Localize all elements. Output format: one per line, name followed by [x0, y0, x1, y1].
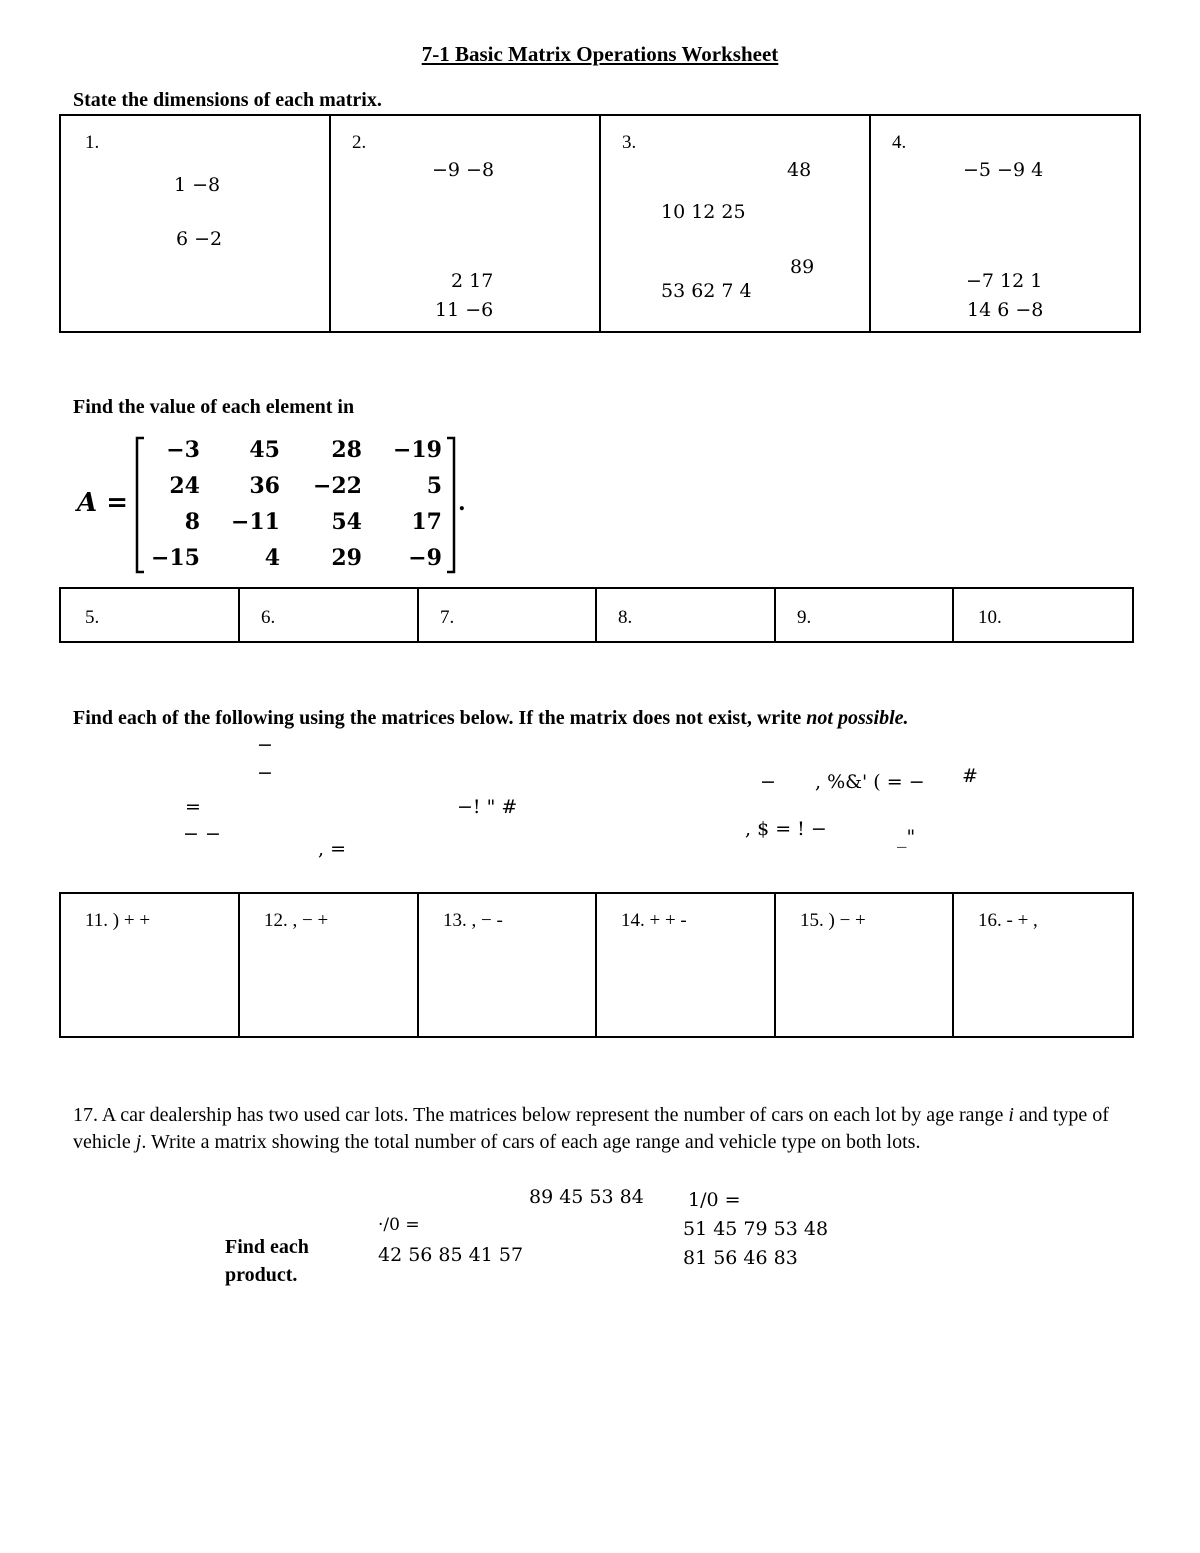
matrix-a-label: A = — [77, 488, 129, 518]
matrix-a-entry: −3 — [166, 437, 200, 463]
matrix-a-entry: 54 — [331, 509, 362, 535]
garbled-symbol: , = — [318, 838, 346, 860]
problem-number: 4. — [892, 132, 907, 153]
garbled-symbol: − − — [183, 823, 221, 845]
element-cell-6 — [239, 588, 418, 642]
matrix-a-entry: 5 — [426, 473, 442, 499]
dimensions-cell-2 — [330, 115, 600, 332]
problem-17-text: . Write a matrix showing the total number of cars of each age range and vehicle type on both lots. — [141, 1131, 921, 1153]
problem-number: 1. — [85, 132, 100, 153]
matrix-line: 11 −6 — [435, 299, 494, 321]
matrix-line: 48 — [787, 159, 812, 181]
section3-heading — [73, 707, 909, 730]
garbled-symbol: − — [257, 734, 273, 756]
matrix-line: 42 56 85 41 57 — [378, 1244, 524, 1266]
problem-number: 2. — [352, 132, 367, 153]
problem-17-text: 17. A car dealership has two used car lots. The matrices below represent the number of cars on each lot by age range — [73, 1104, 1009, 1126]
problem-number: 3. — [622, 132, 637, 153]
matrix-line: 51 45 79 53 48 — [683, 1218, 829, 1240]
garbled-symbol: −! " # — [457, 796, 518, 818]
matrix-line: 10 12 25 — [661, 201, 746, 223]
matrix-line: 89 — [790, 256, 815, 278]
operation-cell-12 — [239, 893, 418, 1037]
matrix-label: ·/0 = — [378, 1215, 420, 1235]
page-title: 7-1 Basic Matrix Operations Worksheet — [421, 42, 779, 66]
section1-heading: State the dimensions of each matrix. — [73, 89, 382, 111]
section3-heading-italic: not possible. — [806, 707, 909, 729]
matrix-line: 14 6 −8 — [967, 299, 1044, 321]
matrix-a-entry: −19 — [392, 437, 442, 463]
garbled-symbol: − — [257, 762, 273, 784]
matrix-line: −9 −8 — [432, 159, 495, 181]
matrix-line: 89 45 53 84 — [529, 1186, 644, 1208]
dimensions-cell-3 — [600, 115, 870, 332]
garbled-symbol: , $ = ! − — [745, 818, 827, 840]
operation-cell-15 — [775, 893, 953, 1037]
problem-number: 8. — [618, 607, 633, 628]
matrix-line: 53 62 7 4 — [661, 280, 752, 302]
matrix-a-entry: −9 — [408, 545, 442, 571]
matrix-line: 1 −8 — [174, 174, 221, 196]
element-cell-9 — [775, 588, 953, 642]
elements-table — [59, 587, 1134, 643]
matrix-a-entry: 24 — [169, 473, 200, 499]
matrix-a-entry: −22 — [312, 473, 362, 499]
problem-number: 16. - + , — [978, 910, 1038, 931]
matrix-line: 6 −2 — [176, 228, 223, 250]
problem-17-text: and type of vehicle — [73, 1104, 1109, 1153]
problem-number: 5. — [85, 607, 100, 628]
matrix-a-entry: 45 — [249, 437, 280, 463]
garbled-symbol: − — [760, 771, 776, 793]
problem-number: 7. — [440, 607, 455, 628]
operation-cell-14 — [596, 893, 775, 1037]
dimensions-cell-1 — [60, 115, 330, 332]
variable-i: i — [1008, 1104, 1014, 1126]
garbled-symbol: , %&' ( = − — [815, 771, 925, 793]
problem-number: 12. , − + — [264, 910, 329, 931]
problem-number: 14. + + - — [621, 910, 687, 931]
matrix-label: 1/0 = — [688, 1189, 741, 1211]
problem-number: 11. ) + + — [85, 910, 151, 931]
find-each-label: Find each — [225, 1236, 309, 1258]
matrix-line: −5 −9 4 — [963, 159, 1044, 181]
problem-17-paragraph — [73, 1102, 1143, 1156]
operations-table — [59, 892, 1134, 1038]
problem-number: 13. , − - — [443, 910, 503, 931]
garbled-symbol: = — [185, 796, 201, 818]
matrix-a-entry: 36 — [249, 473, 280, 499]
operation-cell-16 — [953, 893, 1133, 1037]
matrix-a-period: . — [458, 490, 466, 516]
section3-heading-text: Find each of the following using the matrices below. If the matrix does not exist, write — [73, 707, 807, 729]
garbled-symbol: _" — [897, 826, 916, 848]
garbled-symbol: # — [962, 765, 978, 787]
matrix-line: −7 12 1 — [966, 270, 1043, 292]
matrix-a-entry: 29 — [331, 545, 362, 571]
matrix-line: 81 56 46 83 — [683, 1247, 798, 1269]
matrix-a-entry: 28 — [331, 437, 362, 463]
matrix-a-entry: 8 — [184, 509, 200, 535]
product-label: product. — [225, 1264, 298, 1286]
matrix-line: 2 17 — [451, 270, 494, 292]
element-cell-5 — [60, 588, 239, 642]
matrix-a-entry: 17 — [411, 509, 442, 535]
problem-number: 10. — [978, 607, 1002, 628]
element-cell-7 — [418, 588, 596, 642]
dimensions-cell-4 — [870, 115, 1140, 332]
operation-cell-13 — [418, 893, 596, 1037]
matrix-a-entry: −15 — [150, 545, 200, 571]
variable-j: j — [135, 1131, 142, 1153]
dimensions-table — [59, 114, 1141, 333]
element-cell-10 — [953, 588, 1133, 642]
problem-number: 15. ) − + — [800, 910, 866, 931]
problem-number: 9. — [797, 607, 812, 628]
operation-cell-11 — [60, 893, 239, 1037]
section2-heading: Find the value of each element in — [73, 396, 355, 418]
matrix-a-entry: −11 — [230, 509, 280, 535]
element-cell-8 — [596, 588, 775, 642]
matrix-a-entry: 4 — [264, 545, 280, 571]
problem-number: 6. — [261, 607, 276, 628]
